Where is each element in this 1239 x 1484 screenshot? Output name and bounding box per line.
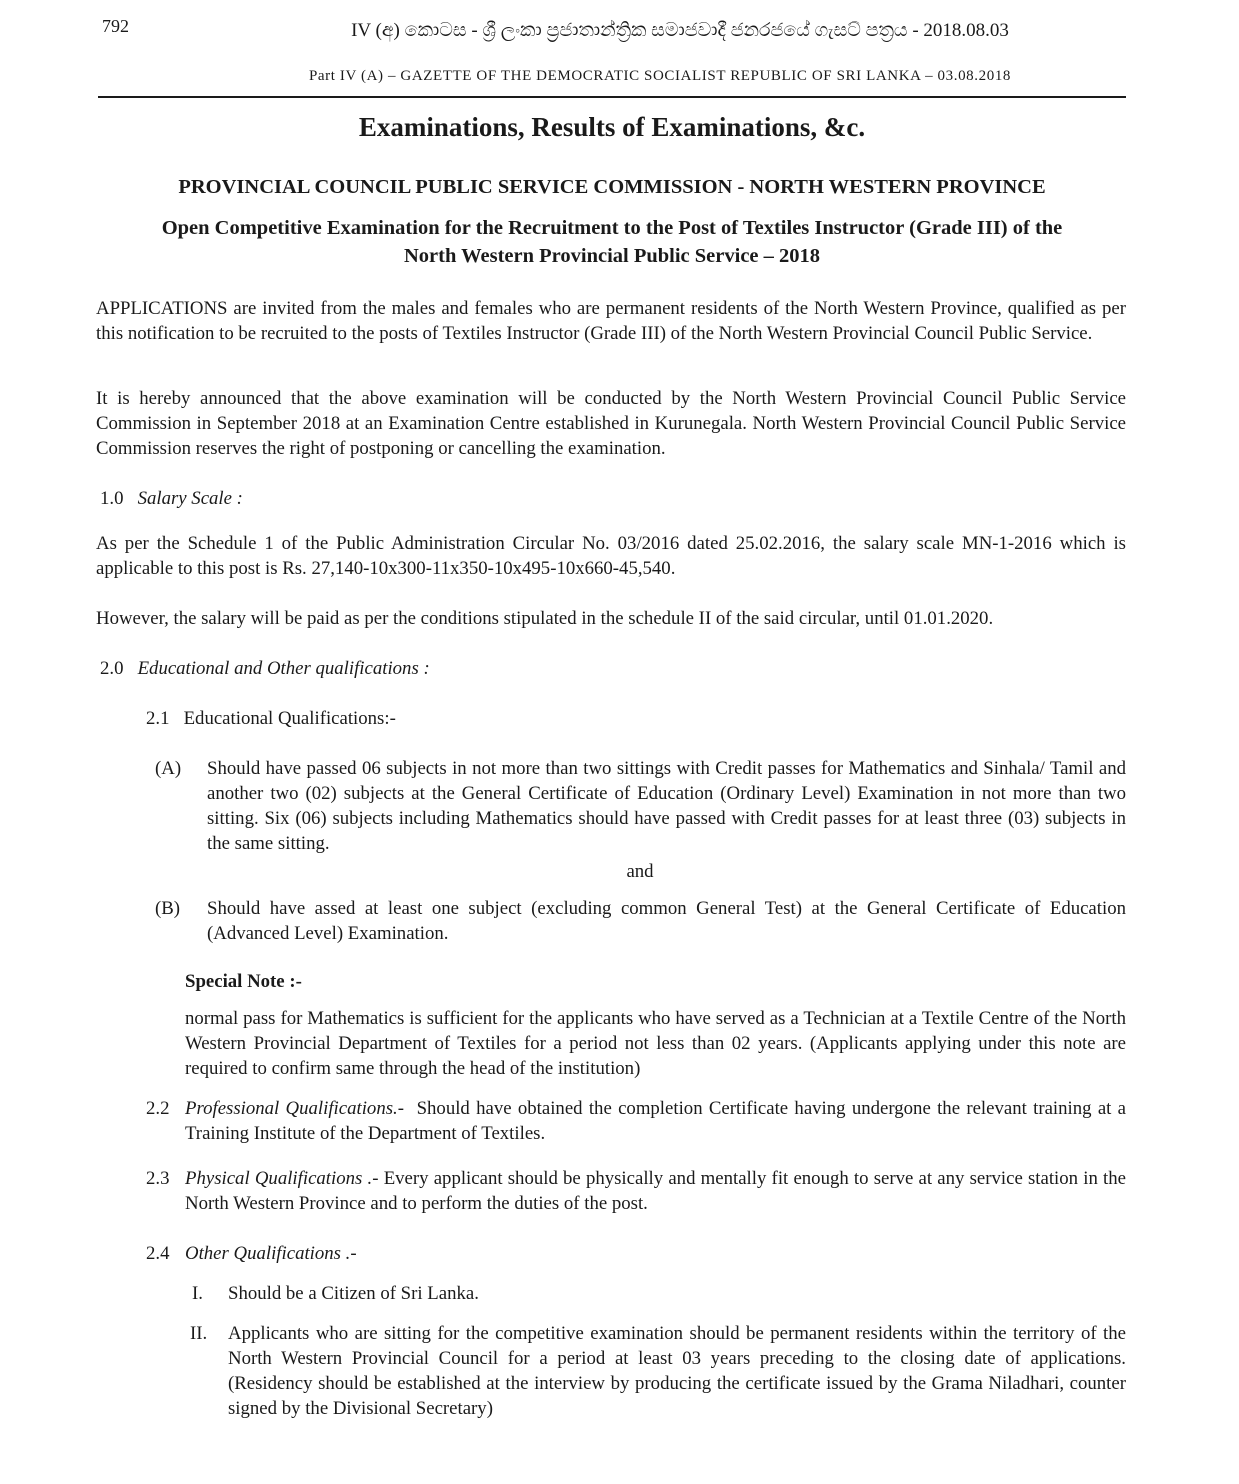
item-b-label: (B) bbox=[155, 898, 181, 919]
header-sinhala: IV (අ) කොටස - ශ්‍රී ලංකා ප්‍රජාතාන්ත්‍රික සමාජවාදී ජනරජයේ ගැසට් පත්‍රය - 2018.08.03 bbox=[351, 20, 1009, 41]
list-item-text: Should be a Citizen of Sri Lanka. bbox=[228, 1283, 479, 1304]
section-heading: Educational Qualifications:- bbox=[183, 708, 396, 729]
section-heading: Other Qualifications .- bbox=[185, 1243, 357, 1264]
section-heading: Salary Scale : bbox=[137, 488, 243, 509]
physical-qualifications bbox=[185, 1166, 1126, 1216]
qualifications-heading bbox=[100, 656, 430, 681]
section-number: 1.0 bbox=[100, 488, 124, 509]
and-connector: and bbox=[626, 861, 654, 882]
section-heading: Educational and Other qualifications : bbox=[137, 658, 430, 679]
section-heading: Physical Qualifications .- bbox=[185, 1168, 379, 1189]
header-divider bbox=[98, 96, 1126, 98]
salary-scale-heading bbox=[100, 486, 243, 511]
header-english: Part IV (A) – GAZETTE OF THE DEMOCRATIC SOCIALIST REPUBLIC OF SRI LANKA – 03.08.2018 bbox=[308, 68, 1012, 84]
section-number: 2.4 bbox=[146, 1243, 170, 1264]
exam-title-line-2: North Western Provincial Public Service – 2018 bbox=[403, 245, 821, 267]
item-a-text: Should have passed 06 subjects in not more than two sittings with Credit passes for Mathematics and Sinhala/ Tamil and another two (02) subjects at the General Certificate of Education (Ordinary Level) Examination in not more than two sitting. Six (06) subjects including Mathematics should have passed with Credit passes for at least three (03) subjects in the same sitting. bbox=[207, 758, 1126, 854]
section-text: Should have obtained the completion Certificate having undergone the relevant training at a Training Institute of the Department of Textiles. bbox=[185, 1098, 1127, 1144]
list-item-text: Applicants who are sitting for the competitive examination should be permanent residents within the territory of the North Western Provincial Council for a period at least 03 years preceding to the closing date of applications. (Residency should be established at the interview by producing the certificate issued by the Grama Niladhari, counter signed by the Divisional Secretary) bbox=[228, 1323, 1126, 1419]
professional-qualifications bbox=[185, 1096, 1126, 1146]
commission-heading: PROVINCIAL COUNCIL PUBLIC SERVICE COMMISSION - NORTH WESTERN PROVINCE bbox=[178, 176, 1046, 198]
section-number: 2.0 bbox=[100, 658, 124, 679]
special-note-text: normal pass for Mathematics is sufficient for the applicants who have served as a Technician at a Textile Centre of the North Western Provincial Department of Textiles for a period not less than 02 years. (Applicants applying under this note are required to confirm same through the head of the institution) bbox=[185, 1008, 1126, 1079]
section-text: Every applicant should be physically and mentally fit enough to serve at any service station in the North Western Province and to perform the duties of the post. bbox=[185, 1168, 1126, 1214]
salary-paragraph: As per the Schedule 1 of the Public Administration Circular No. 03/2016 dated 25.02.2016, the salary scale MN-1-2016 which is applicable to this post is Rs. 27,140-10x300-11x350-10x495-10x660-45,540. bbox=[96, 533, 1126, 579]
list-item-label: I. bbox=[192, 1283, 203, 1304]
announcement-paragraph: It is hereby announced that the above examination will be conducted by the North Western Provincial Council Public Service Commission in September 2018 at an Examination Centre established in Kurunegala. North Western Provincial Council Public Service Commission reserves the right of postponing or cancelling the examination. bbox=[96, 388, 1126, 459]
exam-title-line-1: Open Competitive Examination for the Recruitment to the Post of Textiles Instructor (Grade III) of the bbox=[161, 217, 1063, 239]
exam-title bbox=[98, 214, 1126, 270]
other-qualifications-heading bbox=[185, 1241, 357, 1266]
intro-paragraph: APPLICATIONS are invited from the males and females who are permanent residents of the North Western Province, qualified as per this notification to be recruited to the posts of Textiles Instructor (Grade III) of the North Western Provincial Council Public Service. bbox=[96, 298, 1126, 344]
list-item-label: II. bbox=[190, 1323, 208, 1344]
item-b-text: Should have assed at least one subject (excluding common General Test) at the General Certificate of Education (Advanced Level) Examination. bbox=[207, 898, 1126, 944]
section-number: 2.1 bbox=[146, 708, 170, 729]
special-note-heading: Special Note :- bbox=[185, 971, 302, 992]
section-number: 2.3 bbox=[146, 1168, 170, 1189]
section-title: Examinations, Results of Examinations, &c. bbox=[358, 112, 866, 142]
section-number: 2.2 bbox=[146, 1098, 170, 1119]
section-heading: Professional Qualifications.- bbox=[185, 1098, 404, 1119]
page-number: 792 bbox=[102, 16, 129, 36]
salary-condition-paragraph: However, the salary will be paid as per the conditions stipulated in the schedule II of the said circular, until 01.01.2020. bbox=[96, 608, 994, 629]
educational-qualifications-heading bbox=[146, 706, 396, 731]
item-a-label: (A) bbox=[155, 758, 182, 779]
